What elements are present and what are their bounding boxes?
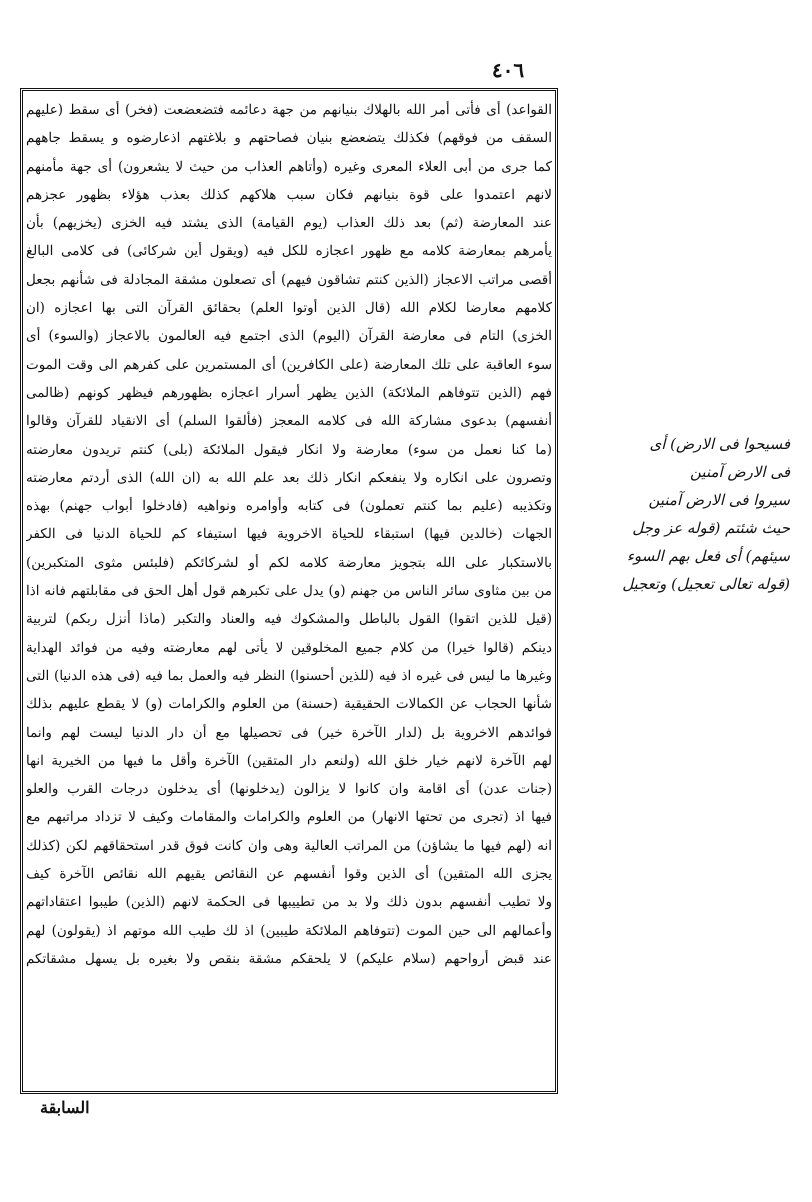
margin-note-line: فسيحوا فى الارض) أى [649,435,790,453]
text-line: (جنات عدن) أى اقامة وان كانوا لا يزالون (يدخلونها) أى يدخلون درجات القرب والعلو [26,781,552,798]
text-line: من بين مثاوى سائر الناس من جهنم (و) يدل على تكبرهم قول أهل الحق فى مقابلتهم فانه اذا [26,583,552,600]
text-line: أقصى مراتب الاعجاز (الذين كنتم تشاقون فيهم) أى تصعلون مشقة المجادلة فى شأنهم بجعل [26,271,552,288]
text-line: (قيل للذين اتقوا) القول بالباطل والمشكوك فيه والعناد والتكبر (ماذا أنزل ربكم) لتربية [26,611,552,628]
text-line: سوء العاقبة على تلك المعارضة (على الكافرين) أى المستمرين على كفرهم الى وقت الموت [26,356,552,373]
text-line: بالاستكبار على الله بتجويز معارضة كلامه لكم أو لشركائكم (فلبئس مثوى المتكبرين) [26,554,552,571]
text-line: يجزى الله المتقين) أى الذين وقوا أنفسهم عن النقائص يقيهم الله نقائص الآخرة كيف [26,866,552,883]
text-line: وتكذيبه (عليم بما كنتم تعملون) فى كتابه وأوامره ونواهيه (فادخلوا أبواب جهنم) بهذه [26,498,552,515]
text-line: لهم الآخرة لانهم خيار خلق الله (ولنعم دار المتقين) الآخرة وأقل ما فيها من الخيرية انها [26,752,552,769]
margin-note-line: سيروا فى الارض آمنين [648,491,790,509]
margin-note-line: حيث شئتم (قوله عز وجل [632,519,790,537]
page-number: ٤٠٦ [491,58,525,82]
text-line: السقف من فوقهم) فكذلك يتضعضع بنيان فصاحتهم و بلاغتهم اذعارضوه و يسقط جاههم [26,130,552,147]
text-line: فيها اذ (تجرى من تحتها الانهار) من العلوم والكرامات والمقامات وكيف لا تزداد مراتبهم مع [26,809,552,826]
text-line: (ما كنا نعمل من سوء) معارضة ولا انكار فيقول الملائكة (بلى) كنتم تريدون معارضته [26,441,552,458]
catchword: السابقة [40,1098,90,1117]
text-line: فوائدهم الاخروية بل (لدار الآخرة خير) فى تحصيلها مع أن دار الدنيا ليست لهم وانما [26,724,552,741]
text-line: عند قبض أرواحهم (سلام عليكم) لا يلحقكم مشقة بنقص ولا بغيره بل يسهل مشقاتكم [26,950,552,967]
margin-note-line: (قوله تعالى تعجيل) وتعجيل [622,575,790,593]
text-line: عند المعارضة (ثم) بعد ذلك العذاب (يوم القيامة) الذى يشتد فيه الخزى (يخزيهم) بأن [26,215,552,232]
text-line: الخزى) التام فى معارضة القرآن (اليوم) الذى اجتمع فيه العالمون بالاعجاز (والسوء) أى [26,328,552,345]
text-line: يأمرهم بمعارضة كلامه مع ظهور اعجازه للكل فيه (ويقول أين شركائى) فى كلامى البالغ [26,243,552,260]
text-line: دينكم (قالوا خيرا) من كلام جميع المخلوقين لا يأتى لهم معارضته وفيه من فوائد الهداية [26,639,552,656]
text-line: وأعمالهم الى حين الموت (تتوفاهم الملائكة طيبين) اذ لك طيب الله موتهم اذ (يقولون) لهم [26,922,552,939]
margin-note-line: فى الارض آمنين [690,463,790,481]
text-line: لانهم اعتمدوا على قوة بنيانهم فكان سبب هلاكهم كذلك بعذب هؤلاء بظهور عجزهم [26,186,552,203]
text-line: وغيرها ما ليس فى غيره اذ فيه (للذين أحسنوا) النظر فيه والعمل بما فيه (فى هذه الدنيا) التى [26,667,552,684]
text-line: شأنها الحجاب عن الكمالات الحقيقية (حسنة) من العلوم والكرامات (و) لا يقطع عليهم بذلك [26,696,552,713]
text-line: كما جرى من أبى العلاء المعرى وغيره (وأتاهم العذاب من حيث لا يشعرون) أى جهة مأمنهم [26,158,552,175]
text-line: الجهات (خالدين فيها) استبقاء للحياة الاخروية فيها استيفاء كم للحياة الدنيا فى الكفر [26,526,552,543]
text-line: فهم (الذين تتوفاهم الملائكة) الذين يظهر أسرار اعجازه بظهورهم فيظهر كونهم (ظالمى [26,384,552,401]
text-line: انه (لهم فيها ما يشاؤن) من المراتب العالية وهى وان كانت فوق قدر استحقاقهم لكن (كذلك [26,837,552,854]
main-text-block [26,96,552,1090]
text-line: كلامهم معارضا لكلام الله (قال الذين أوتوا العلم) بحقائق القرآن التى بها اعجازه (ان [26,300,552,317]
text-line: وتصرون على انكاره ولا ينفعكم انكار ذلك بعد علم الله به (ان الله) الذى أردتم معارضته [26,469,552,486]
margin-note-line: سيئهم) أى فعل بهم السوء [626,547,790,565]
text-line: أنفسهم) بدعوى مشاركة الله فى كلامه المعجز (فألقوا السلم) أى الانقياد للقرآن وقالوا [26,413,552,430]
text-line: ولا تطيب أنفسهم بدون ذلك ولا بد من تطييبها فى الحكمة لانهم (الذين) طيبوا اعتقاداتهم [26,894,552,911]
text-line: القواعد) أى فأتى أمر الله بالهلاك بنيانهم من جهة دعائمه فتضعضعت (فخر) أى سقط (عليهم [26,102,552,118]
margin-note [570,430,790,598]
